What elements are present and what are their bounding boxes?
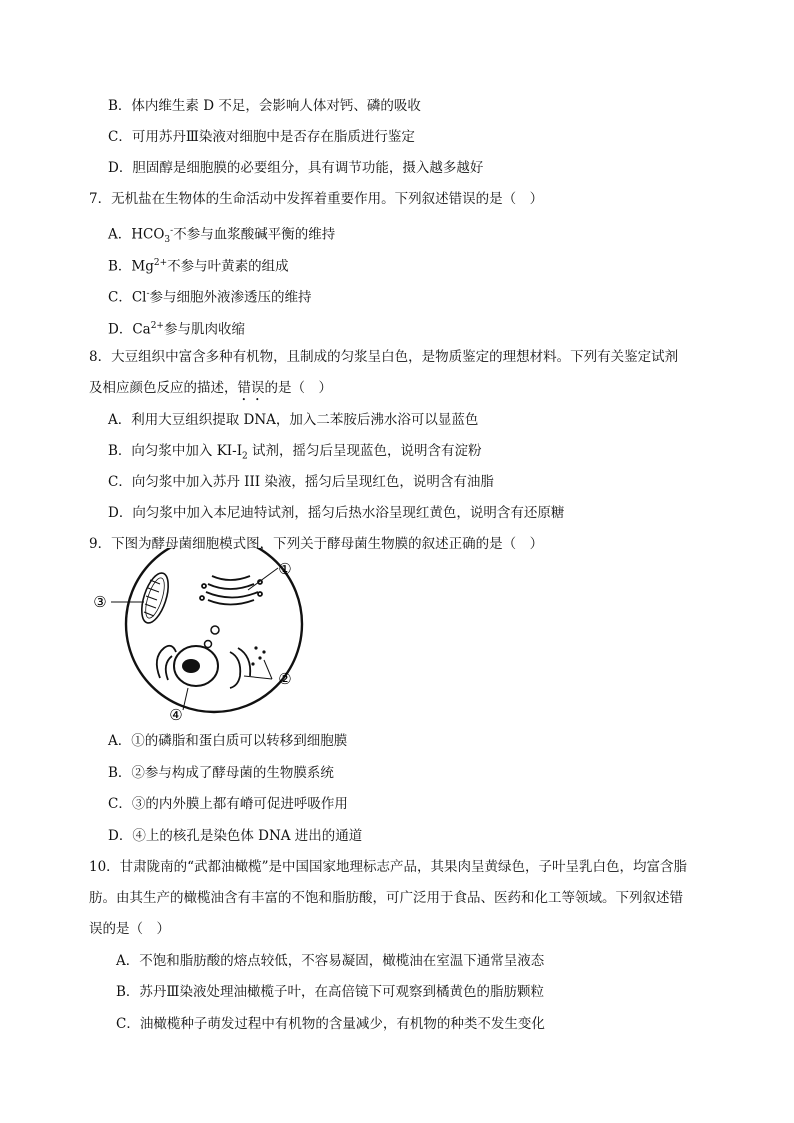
q8-option-c: C．向匀浆中加入苏丹 III 染液，摇匀后呈现红色，说明含有油脂 <box>108 474 494 490</box>
vesicle <box>205 641 212 648</box>
q8-b-text-rest: 试剂，摇匀后呈现蓝色，说明含有淀粉 <box>247 443 482 459</box>
q8-stem-emphasis: 错误 <box>237 380 265 396</box>
label-4: ④ <box>169 706 183 724</box>
q7-d-text-rest: 参与肌肉收缩 <box>163 321 245 338</box>
q10-stem-line3: 误的是（ ） <box>89 921 170 937</box>
q9-option-a: A．①的磷脂和蛋白质可以转移到细胞膜 <box>108 733 348 749</box>
ribosomes <box>251 646 265 665</box>
q6-option-b: B．体内维生素 D 不足，会影响人体对钙、磷的吸收 <box>108 98 421 114</box>
q7-option-c <box>108 284 312 308</box>
q8-b-subscript: 2 <box>242 451 248 462</box>
q8-stem-text-rest: 的是（ ） <box>264 380 332 396</box>
vesicle <box>211 626 219 634</box>
golgi-apparatus <box>200 576 262 605</box>
q9-stem: 9．下图为酵母菌细胞模式图，下列关于酵母菌生物膜的叙述正确的是（ ） <box>89 536 544 552</box>
q7-d-superscript: 2+ <box>150 321 164 331</box>
q7-b-text-rest: 不参与叶黄素的组成 <box>167 258 289 275</box>
q7-a-subscript: 3 <box>164 235 171 246</box>
nucleolus <box>182 659 200 673</box>
q6-option-d: D．胆固醇是细胞膜的必要组分，具有调节功能，摄入越多越好 <box>108 160 484 176</box>
q10-option-a: A．不饱和脂肪酸的熔点较低，不容易凝固，橄榄油在室温下通常呈液态 <box>116 953 545 969</box>
mitochondrion <box>137 570 174 626</box>
q8-option-a: A．利用大豆组织提取 DNA，加入二苯胺后沸水浴可以显蓝色 <box>108 412 479 428</box>
q10-option-b: B．苏丹Ⅲ染液处理油橄榄子叶，在高倍镜下可观察到橘黄色的脂肪颗粒 <box>116 984 544 1000</box>
q8-stem-line2 <box>89 378 332 404</box>
q8-stem-line1: 8．大豆组织中富含多种有机物，且制成的匀浆呈白色，是物质鉴定的理想材料。下列有关鉴定试剂 <box>89 349 679 365</box>
cell-membrane <box>126 548 302 712</box>
leader-line-1 <box>248 568 278 590</box>
q7-stem: 7．无机盐在生物体的生命活动中发挥着重要作用。下列叙述错误的是（ ） <box>89 191 544 207</box>
q10-stem-line1: 10．甘肃陇南的“武都油橄榄”是中国国家地理标志产品，其果肉呈黄绿色，子叶呈乳白色，均富含脂 <box>89 859 687 875</box>
q8-b-text: B．向匀浆中加入 KI-I <box>108 443 243 459</box>
q7-c-text-rest: 参与细胞外液渗透压的维持 <box>149 289 312 306</box>
q7-a-text-rest: 不参与血浆酸碱平衡的维持 <box>173 226 336 243</box>
q10-option-c: C．油橄榄种子萌发过程中有机物的含量减少，有机物的种类不发生变化 <box>116 1016 545 1032</box>
q7-a-text: A．HCO <box>108 226 165 243</box>
q7-c-text: C．Cl <box>108 289 147 306</box>
label-2: ② <box>278 670 292 688</box>
q6-option-c: C．可用苏丹Ⅲ染液对细胞中是否存在脂质进行鉴定 <box>108 129 415 145</box>
q9-option-b: B．②参与构成了酵母菌的生物膜系统 <box>108 765 334 781</box>
label-3: ③ <box>93 593 107 611</box>
q8-option-d: D．向匀浆中加入本尼迪特试剂，摇匀后热水浴呈现红黄色，说明含有还原糖 <box>108 505 565 521</box>
label-1: ① <box>278 560 292 578</box>
q7-option-a <box>108 221 335 250</box>
q9-option-c: C．③的内外膜上都有嵴可促进呼吸作用 <box>108 796 348 812</box>
yeast-cell-diagram <box>88 548 308 726</box>
leader-line-2b <box>264 660 272 679</box>
q7-b-text: B．Mg <box>108 258 154 275</box>
q7-b-superscript: 2+ <box>153 258 168 268</box>
q7-option-d <box>108 316 245 340</box>
q7-option-b <box>108 253 289 277</box>
q7-c-superscript: - <box>146 289 150 299</box>
leader-line-2a <box>244 676 272 679</box>
q8-option-b <box>108 441 482 467</box>
q9-option-d: D．④上的核孔是染色体 DNA 进出的通道 <box>108 828 363 844</box>
q10-stem-line2: 肪。由其生产的橄榄油含有丰富的不饱和脂肪酸，可广泛用于食品、医药和化工等领域。下列叙述错 <box>89 890 683 906</box>
q7-a-superscript: - <box>170 226 174 236</box>
q8-stem-text: 及相应颜色反应的描述， <box>89 380 238 396</box>
q7-d-text: D．Ca <box>108 321 151 338</box>
